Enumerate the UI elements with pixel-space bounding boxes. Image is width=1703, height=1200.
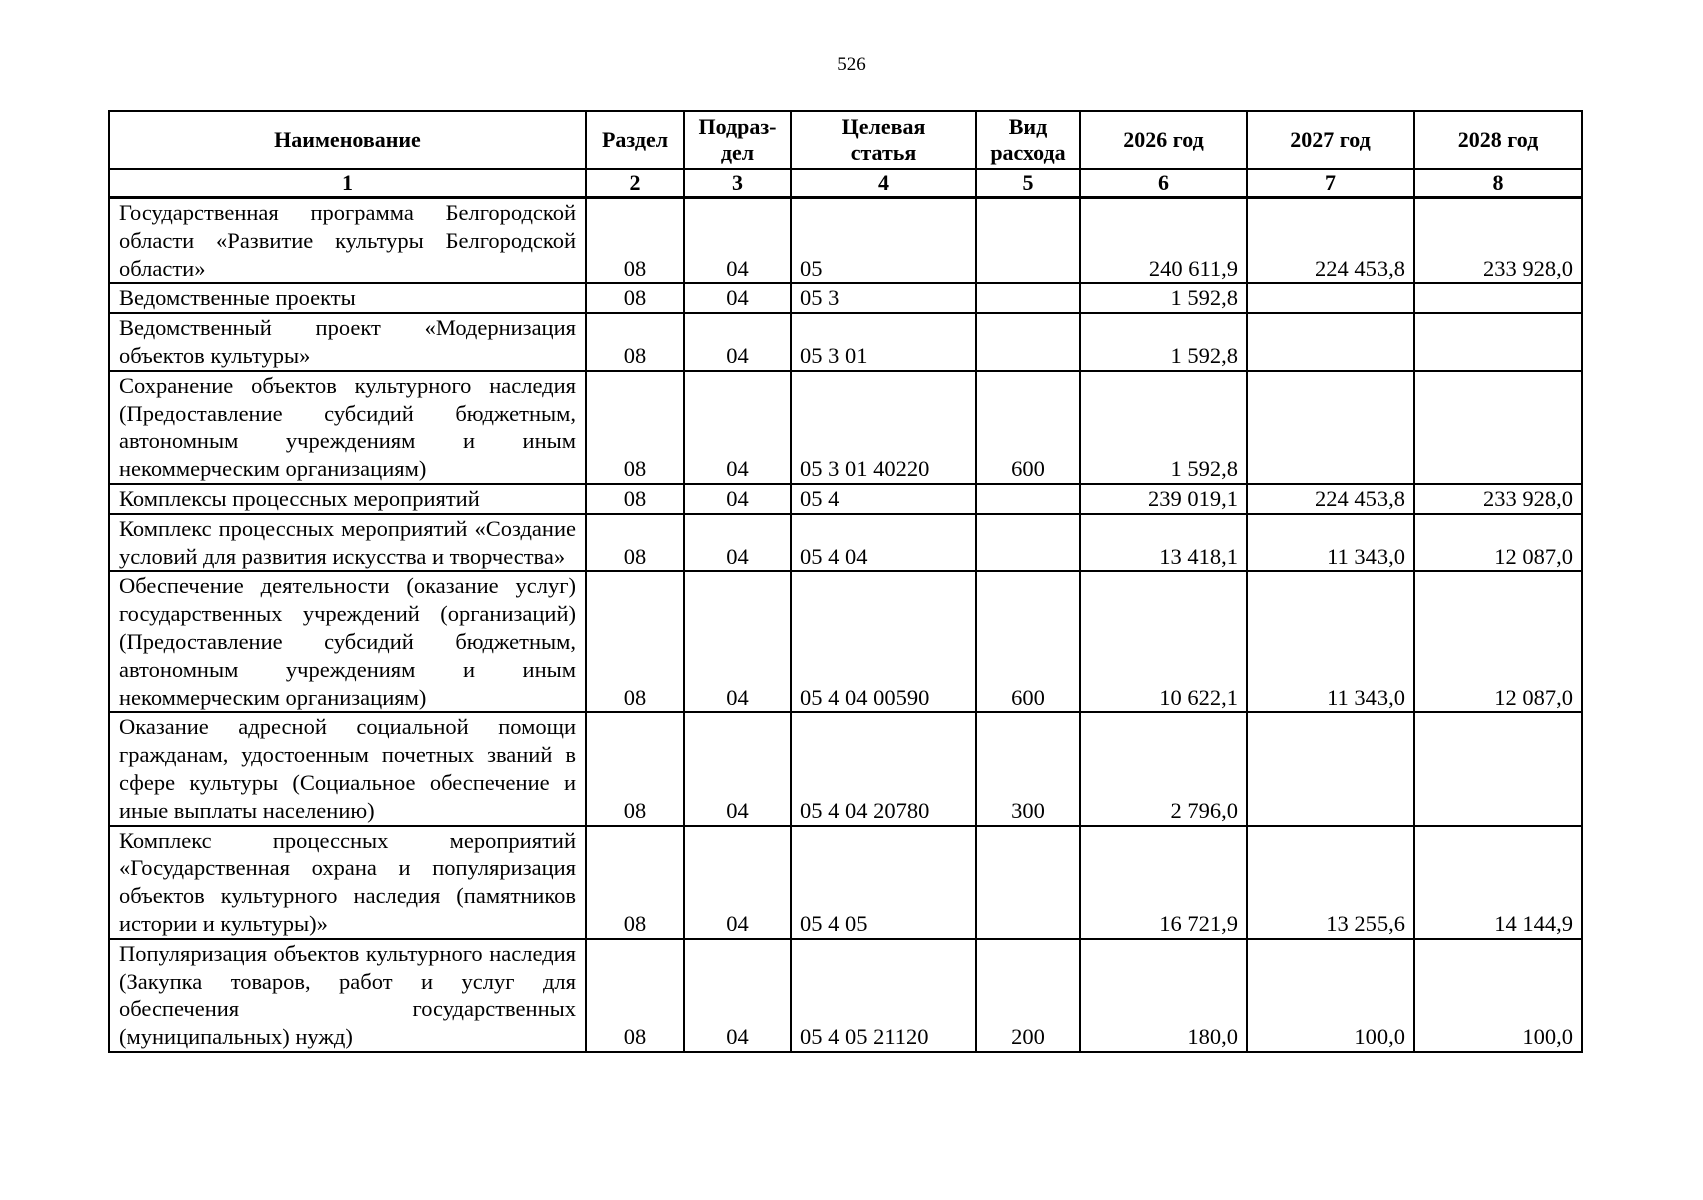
row-name: Популяризация объектов культурного наследия (Закупка товаров, работ и услуг для обеспечения государственных (муниципальных) нужд) (109, 939, 586, 1052)
header-name: Наименование (109, 111, 586, 169)
row-2026: 1 592,8 (1080, 313, 1247, 371)
row-podrazdel: 04 (684, 571, 791, 712)
row-podrazdel: 04 (684, 283, 791, 313)
row-2027: 100,0 (1247, 939, 1414, 1052)
row-2026: 1 592,8 (1080, 283, 1247, 313)
row-podrazdel: 04 (684, 826, 791, 939)
row-podrazdel: 04 (684, 939, 791, 1052)
row-vid (976, 313, 1080, 371)
row-razdel: 08 (586, 313, 684, 371)
row-statya: 05 3 01 40220 (791, 371, 976, 484)
header-number: 7 (1247, 169, 1414, 198)
row-razdel: 08 (586, 826, 684, 939)
row-vid (976, 826, 1080, 939)
row-2028 (1414, 313, 1582, 371)
row-2027: 11 343,0 (1247, 571, 1414, 712)
table-header (109, 111, 1582, 198)
row-name: Ведомственный проект «Модернизация объектов культуры» (109, 313, 586, 371)
row-statya: 05 4 04 (791, 514, 976, 572)
row-podrazdel: 04 (684, 712, 791, 825)
budget-table (108, 110, 1583, 1053)
row-statya: 05 (791, 198, 976, 284)
row-2027: 13 255,6 (1247, 826, 1414, 939)
row-razdel: 08 (586, 371, 684, 484)
row-name: Комплекс процессных мероприятий «Государственная охрана и популяризация объектов культурного наследия (памятников истории и культуры)» (109, 826, 586, 939)
row-2026: 240 611,9 (1080, 198, 1247, 284)
row-2026: 180,0 (1080, 939, 1247, 1052)
row-2027 (1247, 313, 1414, 371)
row-podrazdel: 04 (684, 313, 791, 371)
row-name: Комплекс процессных мероприятий «Создание условий для развития искусства и творчества» (109, 514, 586, 572)
row-2026: 2 796,0 (1080, 712, 1247, 825)
row-2027: 224 453,8 (1247, 484, 1414, 514)
header-number-row (109, 169, 1582, 198)
table-row (109, 712, 1582, 825)
row-name: Ведомственные проекты (109, 283, 586, 313)
row-vid: 300 (976, 712, 1080, 825)
row-razdel: 08 (586, 939, 684, 1052)
row-statya: 05 4 (791, 484, 976, 514)
row-vid (976, 198, 1080, 284)
row-2027 (1247, 712, 1414, 825)
row-2028: 233 928,0 (1414, 198, 1582, 284)
row-name: Комплексы процессных мероприятий (109, 484, 586, 514)
row-vid: 600 (976, 371, 1080, 484)
row-name: Государственная программа Белгородской области «Развитие культуры Белгородской области» (109, 198, 586, 284)
header-number: 2 (586, 169, 684, 198)
header-vid (976, 111, 1080, 169)
page-number: 526 (837, 54, 866, 75)
header-number: 8 (1414, 169, 1582, 198)
row-2027: 11 343,0 (1247, 514, 1414, 572)
row-statya: 05 4 04 20780 (791, 712, 976, 825)
row-statya: 05 3 01 (791, 313, 976, 371)
header-podrazdel (684, 111, 791, 169)
row-vid (976, 283, 1080, 313)
table-row (109, 313, 1582, 371)
table-row (109, 371, 1582, 484)
row-razdel: 08 (586, 514, 684, 572)
budget-table-wrapper (108, 110, 1583, 1053)
row-2028 (1414, 371, 1582, 484)
table-row (109, 826, 1582, 939)
row-2028: 12 087,0 (1414, 571, 1582, 712)
header-vid-text: Вид расхода (990, 114, 1066, 165)
row-2028: 100,0 (1414, 939, 1582, 1052)
row-podrazdel: 04 (684, 198, 791, 284)
table-row (109, 571, 1582, 712)
row-name: Обеспечение деятельности (оказание услуг) государственных учреждений (организаций) (Предоставление субсидий бюджетным, автономным учреждениям и иным некоммерческим организациям) (109, 571, 586, 712)
row-razdel: 08 (586, 712, 684, 825)
row-podrazdel: 04 (684, 484, 791, 514)
row-vid: 200 (976, 939, 1080, 1052)
header-2027: 2027 год (1247, 111, 1414, 169)
row-razdel: 08 (586, 198, 684, 284)
row-statya: 05 4 05 (791, 826, 976, 939)
row-razdel: 08 (586, 484, 684, 514)
table-row (109, 484, 1582, 514)
row-2028: 12 087,0 (1414, 514, 1582, 572)
row-name: Оказание адресной социальной помощи гражданам, удостоенным почетных званий в сфере культуры (Социальное обеспечение и иные выплаты населению) (109, 712, 586, 825)
row-statya: 05 3 (791, 283, 976, 313)
header-2026: 2026 год (1080, 111, 1247, 169)
row-2028 (1414, 712, 1582, 825)
row-razdel: 08 (586, 571, 684, 712)
row-podrazdel: 04 (684, 371, 791, 484)
table-row (109, 939, 1582, 1052)
table-row (109, 283, 1582, 313)
table-row (109, 514, 1582, 572)
row-2028 (1414, 283, 1582, 313)
row-2026: 10 622,1 (1080, 571, 1247, 712)
row-2026: 13 418,1 (1080, 514, 1247, 572)
header-2028: 2028 год (1414, 111, 1582, 169)
row-2026: 1 592,8 (1080, 371, 1247, 484)
header-number: 5 (976, 169, 1080, 198)
header-number: 1 (109, 169, 586, 198)
header-statya-text: Целевая статья (841, 114, 926, 165)
row-vid (976, 484, 1080, 514)
row-2027 (1247, 283, 1414, 313)
header-razdel: Раздел (586, 111, 684, 169)
row-razdel: 08 (586, 283, 684, 313)
header-number: 3 (684, 169, 791, 198)
row-podrazdel: 04 (684, 514, 791, 572)
row-name: Сохранение объектов культурного наследия (Предоставление субсидий бюджетным, автономным учреждениям и иным некоммерческим организациям) (109, 371, 586, 484)
row-statya: 05 4 05 21120 (791, 939, 976, 1052)
row-vid (976, 514, 1080, 572)
row-vid: 600 (976, 571, 1080, 712)
row-2027: 224 453,8 (1247, 198, 1414, 284)
table-row (109, 198, 1582, 284)
header-number: 4 (791, 169, 976, 198)
header-number: 6 (1080, 169, 1247, 198)
header-podrazdel-text: Подраз-дел (698, 114, 777, 165)
row-2026: 16 721,9 (1080, 826, 1247, 939)
row-statya: 05 4 04 00590 (791, 571, 976, 712)
row-2027 (1247, 371, 1414, 484)
header-statya (791, 111, 976, 169)
row-2026: 239 019,1 (1080, 484, 1247, 514)
row-2028: 14 144,9 (1414, 826, 1582, 939)
row-2028: 233 928,0 (1414, 484, 1582, 514)
table-body (109, 198, 1582, 1052)
